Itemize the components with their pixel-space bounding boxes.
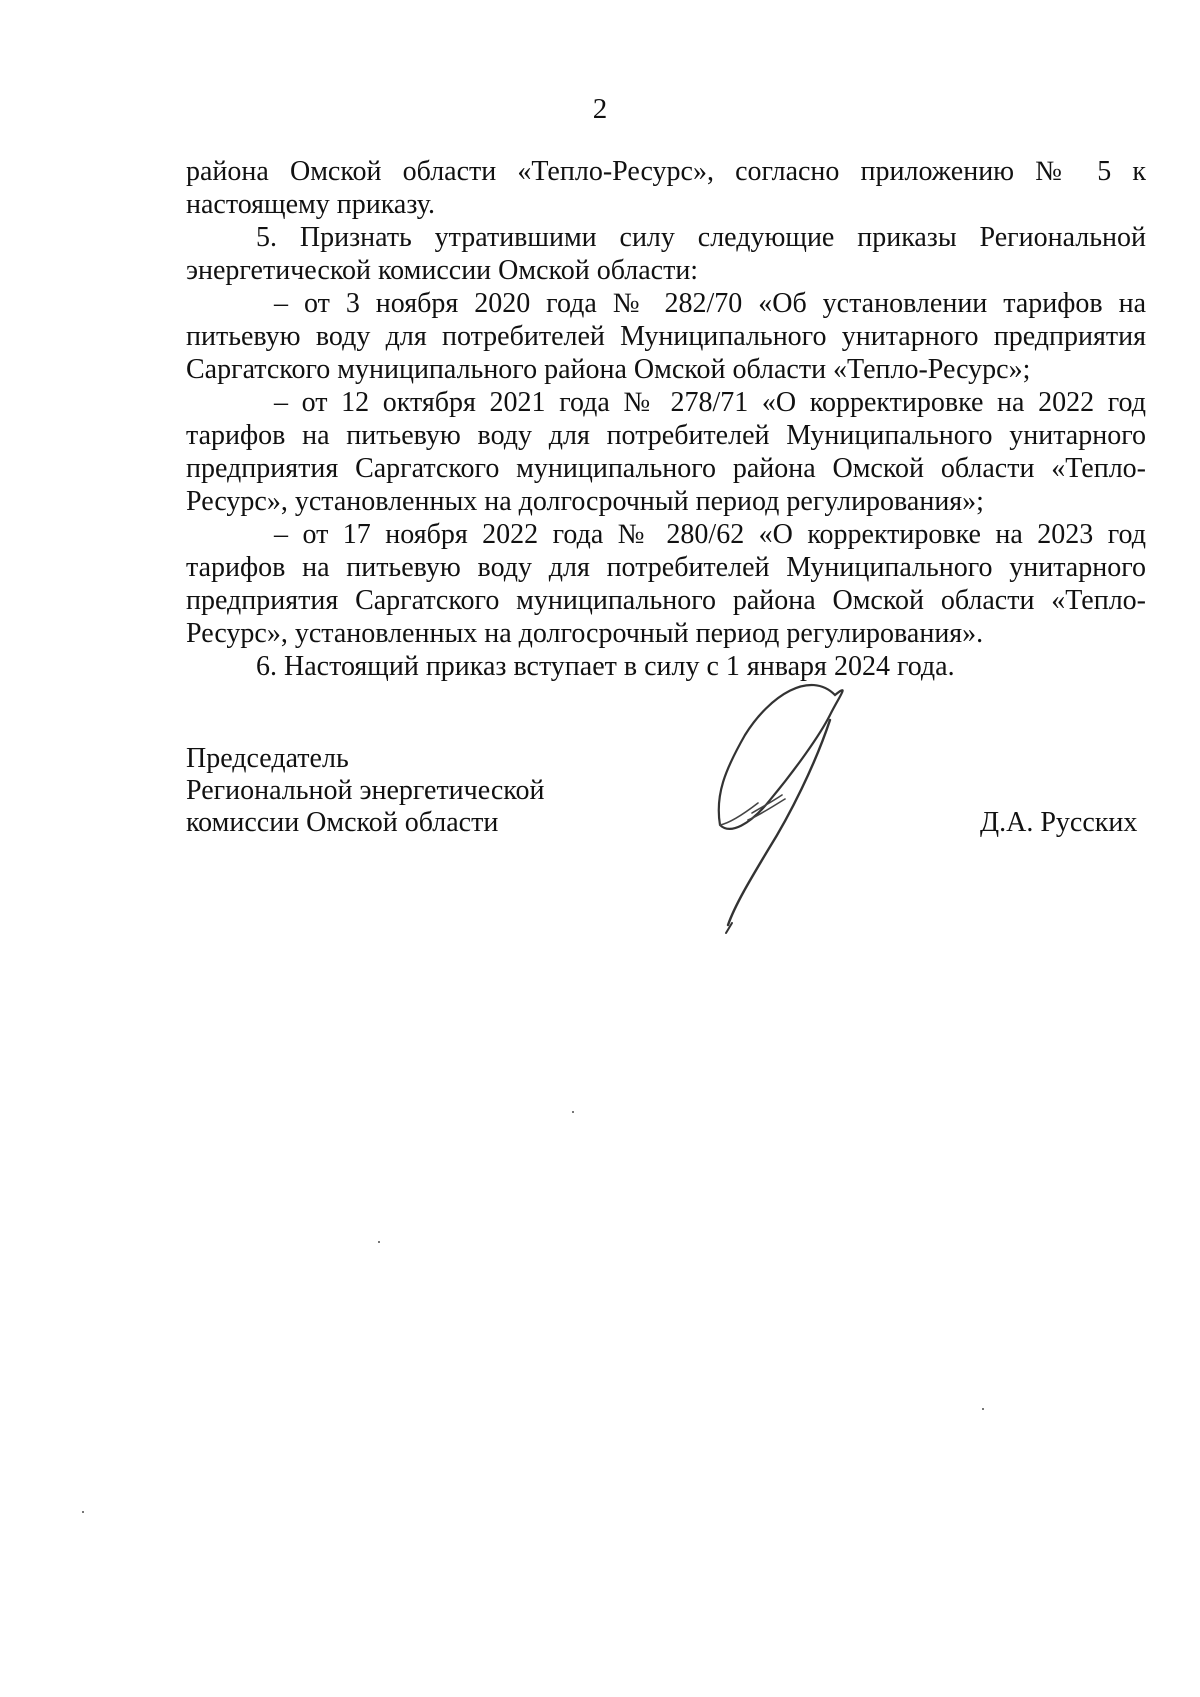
handwritten-signature — [690, 675, 870, 935]
scan-speck — [378, 1241, 380, 1243]
paragraph-repealed-order-3: – от 17 ноября 2022 года № 280/62 «О корректировке на 2023 год тарифов на питьевую воду для потребителей Муниципального унитарного предприятия Саргатского муниципального района Омской области «Тепло-Ресурс», установленных на долгосрочный период регулирования». — [186, 519, 1146, 649]
signatory-title-line: комиссии Омской области — [186, 807, 499, 838]
scan-speck — [82, 1511, 84, 1513]
signatory-title-line: Председатель — [186, 743, 349, 774]
signatory-title — [186, 743, 544, 839]
scan-speck — [572, 1111, 574, 1113]
paragraph-item-6: 6. Настоящий приказ вступает в силу с 1 января 2024 года. — [256, 651, 955, 682]
paragraph-continuation: района Омской области «Тепло-Ресурс», согласно приложению № 5 к настоящему приказу. — [186, 156, 1146, 220]
paragraph-repealed-order-1: – от 3 ноября 2020 года № 282/70 «Об установлении тарифов на питьевую воду для потребителей Муниципального унитарного предприятия Саргатского муниципального района Омской области «Тепло-Ресурс»; — [186, 288, 1146, 385]
page-number: 2 — [592, 93, 608, 125]
signatory-title-line: Региональной энергетической — [186, 775, 545, 806]
paragraph-item-5: 5. Признать утратившими силу следующие приказы Региональной энергетической комиссии Омской области: — [186, 222, 1146, 286]
paragraph-repealed-order-2: – от 12 октября 2021 года № 278/71 «О корректировке на 2022 год тарифов на питьевую воду для потребителей Муниципального унитарного предприятия Саргатского муниципального района Омской области «Тепло-Ресурс», установленных на долгосрочный период регулирования»; — [186, 387, 1146, 517]
document-body — [186, 155, 1146, 683]
scan-speck — [982, 1408, 984, 1410]
signatory-name: Д.А. Русских — [980, 807, 1138, 838]
